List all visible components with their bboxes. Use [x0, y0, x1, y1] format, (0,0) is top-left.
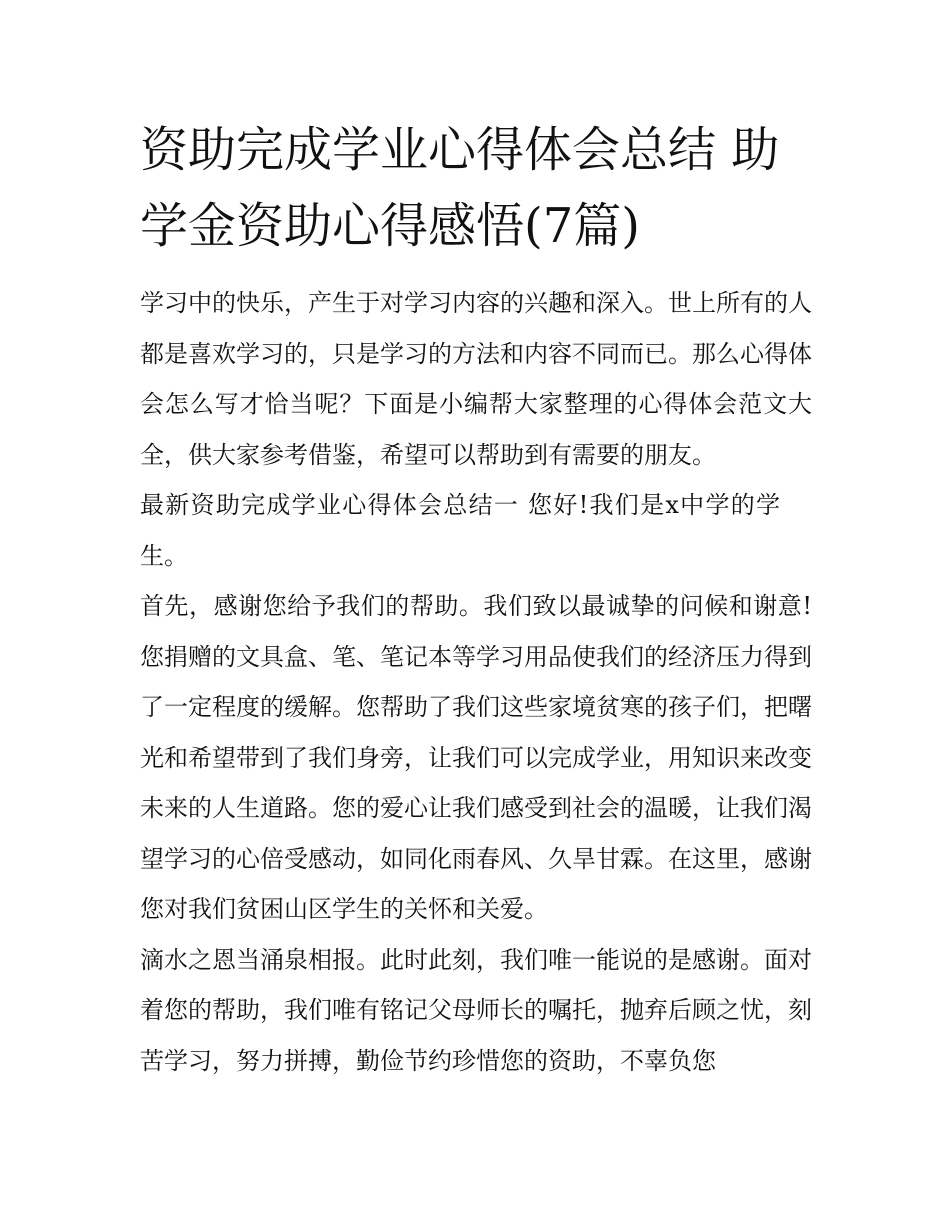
body-paragraph-thanks: 首先，感谢您给予我们的帮助。我们致以最诚挚的问候和谢意!您捐赠的文具盒、笔、笔记本等学习用品使我们的经济压力得到了一定程度的缓解。您帮助了我们这些家境贫寒的孩子们，把曙光和希望带到了我们身旁，让我们可以完成学业，用知识来改变未来的人生道路。您的爱心让我们感受到社会的温暖，让我们渴望学习的心倍受感动，如同化雨春风、久旱甘霖。在这里，感谢您对我们贫困山区学生的关怀和关爱。: [140, 592, 812, 923]
body-paragraph-gratitude: 滴水之恩当涌泉相报。此时此刻，我们唯一能说的是感谢。面对着您的帮助，我们唯有铭记父母师长的嘱托，抛弃后顾之忧，刻苦学习，努力拼搏，勤俭节约珍惜您的资助，不辜负您: [140, 945, 812, 1075]
section-heading-paragraph: 最新资助完成学业心得体会总结一 您好!我们是x中学的学生。: [140, 491, 780, 570]
document-title: 资助完成学业心得体会总结 助学金资助心得感悟(7篇): [140, 122, 780, 254]
document-page: [140, 112, 812, 1086]
intro-paragraph: 学习中的快乐，产生于对学习内容的兴趣和深入。世上所有的人都是喜欢学习的，只是学习的方法和内容不同而已。那么心得体会怎么写才恰当呢？下面是小编帮大家整理的心得体会范文大全，供大家参考借鉴，希望可以帮助到有需要的朋友。: [140, 289, 812, 469]
